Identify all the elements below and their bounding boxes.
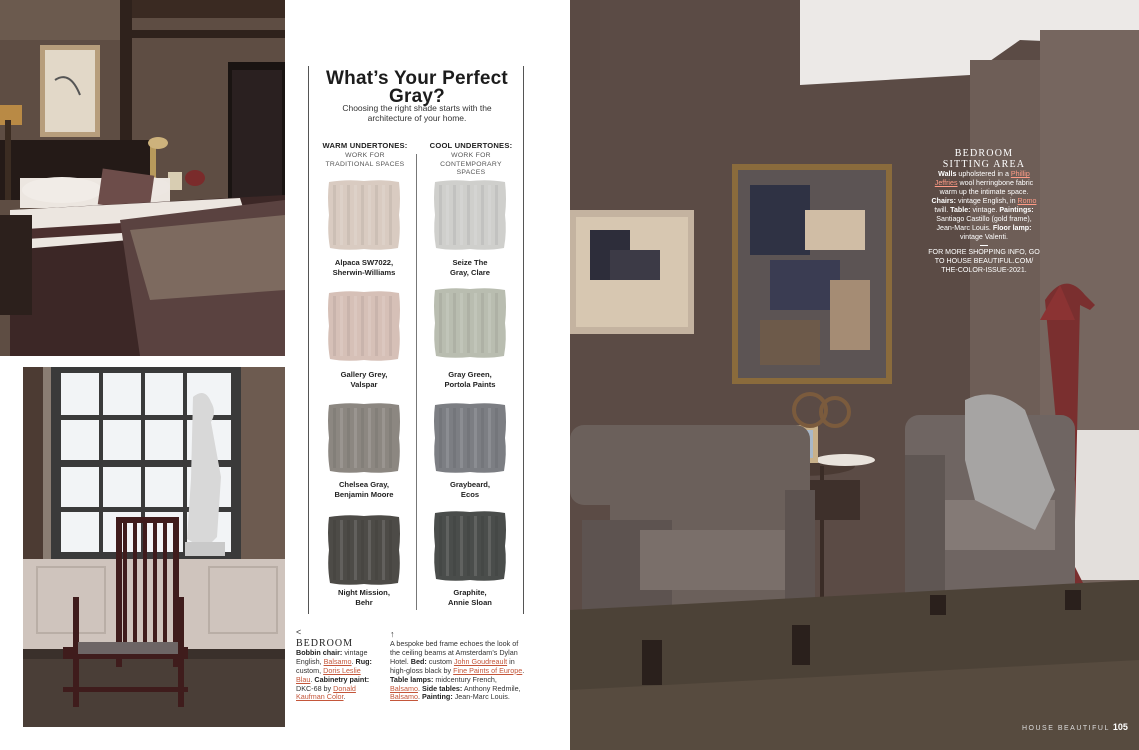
swatch-gray-green	[433, 287, 507, 359]
donald-kaufman-link[interactable]: Donald Kaufman Color	[296, 683, 356, 702]
swatch-gallery-grey	[327, 290, 401, 362]
swatch-night-mission	[327, 514, 401, 586]
cool-heading: COOL UNDERTONES:	[429, 141, 513, 150]
balsamo-link[interactable]: Balsamo	[323, 656, 352, 666]
caption-heading: BEDROOM	[296, 638, 354, 649]
caption-heading: BEDROOM	[954, 148, 1014, 159]
caption-heading: SITTING AREA	[942, 159, 1026, 170]
caption-rule	[980, 245, 988, 246]
fine-paints-link[interactable]: Fine Paints of Europe	[453, 665, 523, 675]
swatch-label: Graybeard, Ecos	[449, 480, 491, 499]
arrow-up-icon: ↑	[390, 629, 395, 639]
caption-body: Walls upholstered in a Phillip Jeffries wool herringbone fabric warm up the intimate space. Chairs: vintage English, in Romo twill. Table: vintage. Paintings: Santiago Castillo (gold frame), Jean-Marc Louis. Floor lamp: vintage Valenti.	[931, 170, 1037, 241]
magazine-name: HOUSE BEAUTIFUL	[1022, 725, 1110, 732]
bedroom-caption: BEDROOM Bobbin chair: vintage English, Balsamo. Rug: custom, Doris Leslie Blau. Cabinetry paint: DKC-68 by Donald Kaufman Color.	[296, 640, 374, 702]
swatch-label: Chelsea Gray, Benjamin Moore	[334, 480, 394, 499]
swatch-alpaca	[327, 179, 401, 251]
panel-subtitle: Choosing the right shade starts with the architecture of your home.	[342, 103, 492, 123]
gray-guide-panel	[308, 66, 524, 614]
swatch-chelsea-gray	[327, 402, 401, 474]
swatch-seize-the-gray	[433, 179, 507, 251]
john-goudreault-link[interactable]: John Goudreault	[453, 656, 508, 666]
swatch-label: Graphite, Annie Sloan	[448, 588, 492, 607]
swatch-label: Gray Green, Portola Paints	[444, 370, 496, 389]
swatch-graphite	[433, 510, 507, 582]
panel-title: What’s Your Perfect Gray?	[326, 68, 508, 107]
doris-leslie-blau-link[interactable]: Doris Leslie Blau	[296, 665, 361, 684]
warm-note: WORK FOR TRADITIONAL SPACES	[325, 152, 405, 168]
phillip-jeffries-link[interactable]: Phillip Jeffries	[934, 170, 1030, 187]
shopping-info: FOR MORE SHOPPING INFO, GO TO HOUSE BEAUTIFUL.COM/ THE-COLOR-ISSUE-2021.	[928, 248, 1040, 274]
swatch-label: Seize The Gray, Clare	[450, 258, 490, 277]
window-chair-photo	[23, 367, 285, 727]
bedroom-photo	[0, 0, 285, 356]
warm-heading: WARM UNDERTONES:	[322, 141, 408, 150]
swatch-graybeard	[433, 402, 507, 474]
column-divider	[416, 154, 417, 610]
cool-note: WORK FOR CONTEMPORARY SPACES	[440, 152, 502, 176]
arrow-left-icon: <	[296, 627, 302, 637]
sitting-area-caption	[928, 148, 1040, 275]
swatch-label: Night Mission, Behr	[338, 588, 390, 607]
sitting-area-photo	[570, 0, 1139, 750]
romo-link[interactable]: Romo	[1017, 197, 1037, 205]
balsamo-link[interactable]: Balsamo	[390, 692, 418, 702]
page-folio	[1022, 722, 1128, 732]
swatch-label: Alpaca SW7022, Sherwin-Williams	[332, 258, 396, 277]
page-number: 105	[1112, 722, 1128, 732]
swatch-label: Gallery Grey, Valspar	[340, 370, 388, 389]
balsamo-link[interactable]: Balsamo	[390, 683, 418, 693]
bed-caption: A bespoke bed frame echoes the look of the ceiling beams at Amsterdam’s Dylan Hotel. Bed: custom John Goudreault in high-gloss black by Fine Paints of Europe. Table lamps: midcentury French, Balsamo. Side tables: Anthony Redmile, Balsamo. Painting: Jean-Marc Louis.	[390, 639, 525, 702]
